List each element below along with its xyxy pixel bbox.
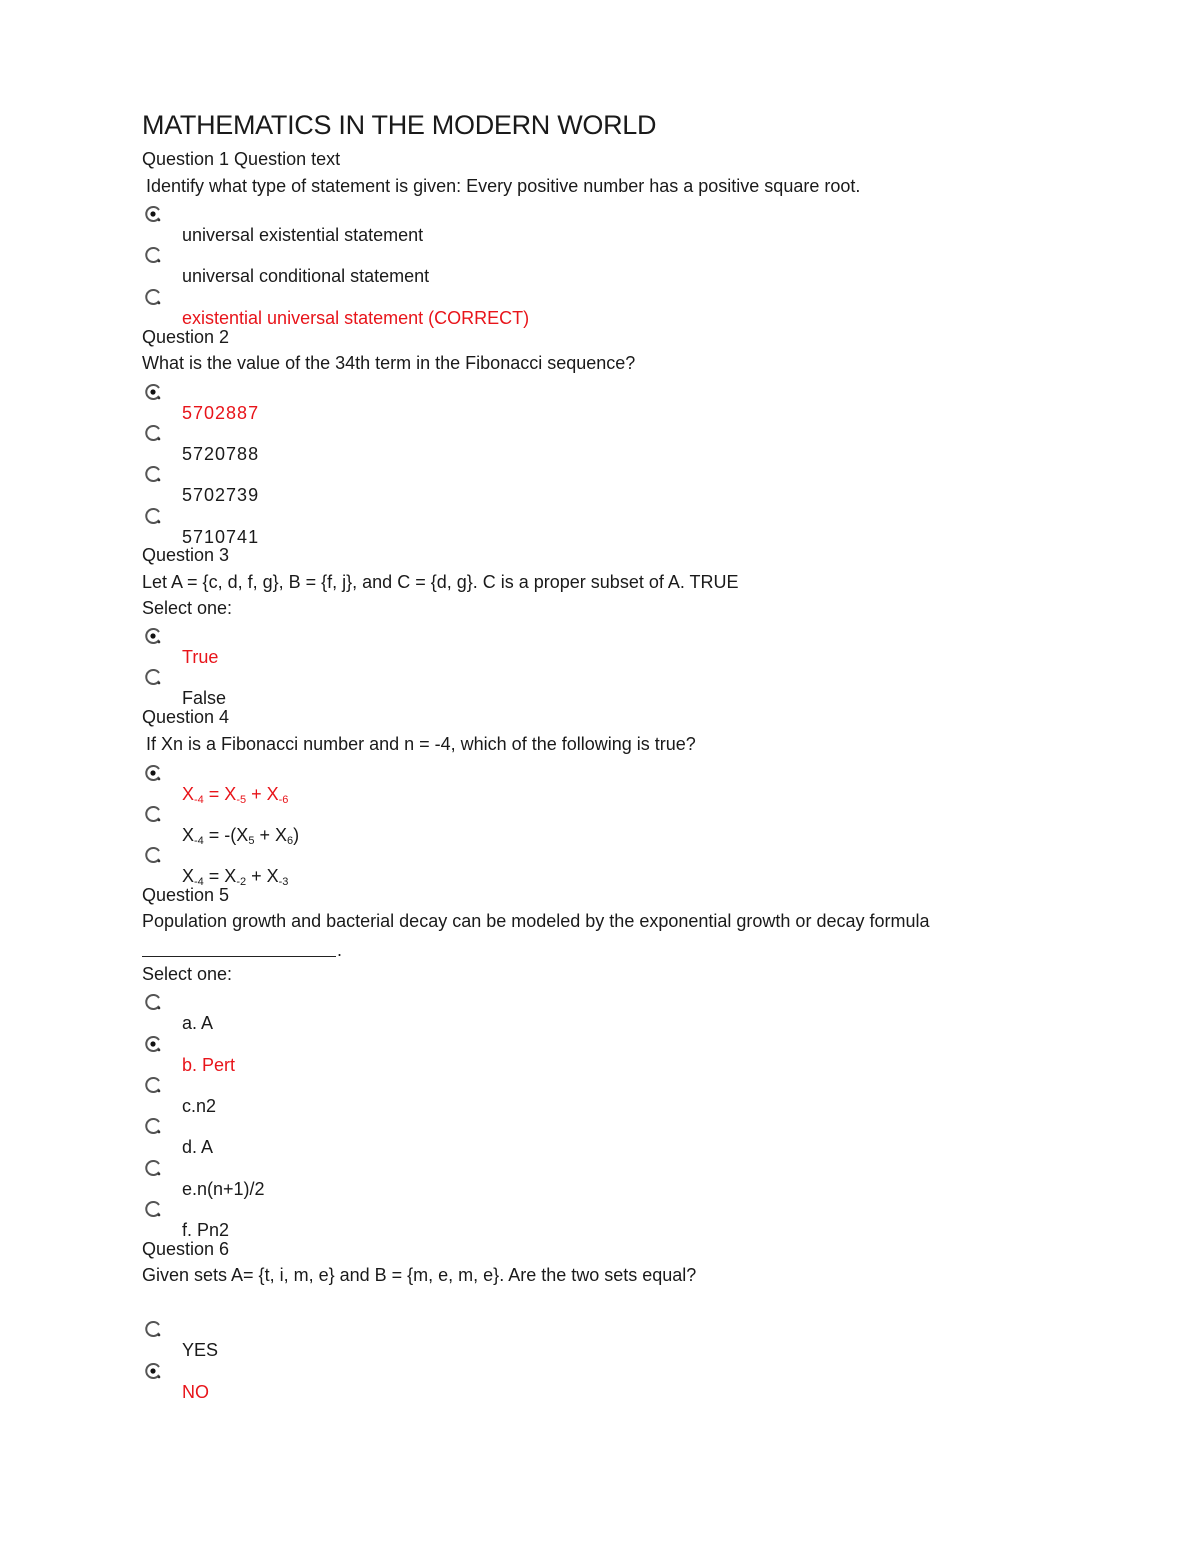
q2-option-1-label-correct: 5702887 [182, 403, 260, 423]
q1-option-3[interactable] [144, 288, 1044, 328]
question-4-heading: Question 4 [142, 707, 230, 727]
radio-unselected-icon[interactable] [144, 288, 162, 306]
q5-option-b[interactable] [144, 1035, 1044, 1075]
question-3-heading: Question 3 [142, 545, 230, 565]
q5-option-d[interactable] [144, 1117, 1044, 1157]
q1-option-1-label: universal existential statement [182, 225, 424, 245]
q5-option-f[interactable] [144, 1200, 1044, 1240]
radio-selected-icon[interactable] [144, 627, 162, 645]
radio-unselected-icon[interactable] [144, 1200, 162, 1218]
q6-option-1[interactable] [144, 1320, 1044, 1360]
question-2-text: What is the value of the 34th term in the Fibonacci sequence? [142, 353, 636, 373]
radio-unselected-icon[interactable] [144, 1159, 162, 1177]
radio-unselected-icon[interactable] [144, 846, 162, 864]
q2-option-3-label: 5702739 [182, 485, 260, 505]
radio-unselected-icon[interactable] [144, 993, 162, 1011]
radio-unselected-icon[interactable] [144, 246, 162, 264]
question-2-heading: Question 2 [142, 327, 230, 347]
q2-option-2[interactable] [144, 424, 1044, 464]
radio-selected-icon[interactable] [144, 383, 162, 401]
radio-unselected-icon[interactable] [144, 1320, 162, 1338]
radio-unselected-icon[interactable] [144, 424, 162, 442]
radio-selected-icon[interactable] [144, 1035, 162, 1053]
q3-option-2-label: False [182, 688, 227, 708]
q5-option-e-label: e.n(n+1)/2 [182, 1179, 265, 1199]
question-1-text: Identify what type of statement is given: Every positive number has a positive square root. [146, 176, 861, 196]
question-3-prompt: Select one: [142, 598, 233, 618]
q4-option-2-label: $X_{-4} = -(X_5 + X_6)$ [182, 825, 300, 847]
radio-unselected-icon[interactable] [144, 1076, 162, 1094]
radio-unselected-icon[interactable] [144, 668, 162, 686]
question-5-text: Population growth and bacterial decay can be modeled by the exponential growth or decay formula [142, 911, 930, 931]
q4-option-3[interactable] [144, 846, 1044, 886]
q4-option-1[interactable] [144, 764, 1044, 804]
q3-option-1[interactable] [144, 627, 1044, 667]
q2-option-4-label: 5710741 [182, 527, 260, 547]
radio-unselected-icon[interactable] [144, 507, 162, 525]
radio-selected-icon[interactable] [144, 1362, 162, 1380]
q2-option-2-label: 5720788 [182, 444, 260, 464]
q5-option-f-label: f. Pn2 [182, 1220, 230, 1240]
radio-selected-icon[interactable] [144, 764, 162, 782]
q6-option-2[interactable] [144, 1362, 1044, 1402]
q4-option-1-label-correct: $X_{-4} = X_{-5} + X_{-6}$ [182, 784, 289, 806]
q1-option-2-label: universal conditional statement [182, 266, 430, 286]
q2-option-1[interactable] [144, 383, 1044, 423]
q6-option-2-label-correct: NO [182, 1382, 209, 1402]
q5-option-c-label: c.n2 [182, 1096, 217, 1116]
answer-blank-period: . [337, 940, 343, 960]
q2-option-4[interactable] [144, 507, 1044, 547]
question-5-heading: Question 5 [142, 885, 230, 905]
question-1-heading: Question 1 Question text [142, 149, 341, 169]
radio-selected-icon[interactable] [144, 205, 162, 223]
answer-blank-line [142, 956, 336, 957]
question-3-text: Let A = {c, d, f, g}, B = {f, j}, and C = {d, g}. C is a proper subset of A. TRUE [142, 572, 739, 592]
q6-option-1-label: YES [182, 1340, 219, 1360]
q5-option-e[interactable] [144, 1159, 1044, 1199]
question-6-heading: Question 6 [142, 1239, 230, 1259]
radio-unselected-icon[interactable] [144, 465, 162, 483]
q5-option-a[interactable] [144, 993, 1044, 1033]
radio-unselected-icon[interactable] [144, 1117, 162, 1135]
q5-option-b-label-correct: b. Pert [182, 1055, 236, 1075]
q5-option-a-label: a. A [182, 1013, 214, 1033]
q1-option-1[interactable] [144, 205, 1044, 245]
q2-option-3[interactable] [144, 465, 1044, 505]
q1-option-3-label-correct: existential universal statement (CORRECT) [182, 308, 530, 328]
question-5-prompt: Select one: [142, 964, 233, 984]
q1-option-2[interactable] [144, 246, 1044, 286]
page-title: MATHEMATICS IN THE MODERN WORLD [142, 110, 657, 140]
q3-option-1-label-correct: True [182, 647, 219, 667]
q5-option-d-label: d. A [182, 1137, 214, 1157]
radio-unselected-icon[interactable] [144, 805, 162, 823]
question-6-text: Given sets A= {t, i, m, e} and B = {m, e, m, e}. Are the two sets equal? [142, 1265, 697, 1285]
q5-option-c[interactable] [144, 1076, 1044, 1116]
q4-option-3-label: $X_{-4} = X_{-2} + X_{-3}$ [182, 866, 289, 888]
q4-option-2[interactable] [144, 805, 1044, 845]
q3-option-2[interactable] [144, 668, 1044, 708]
question-4-text: If Xn is a Fibonacci number and n = -4, which of the following is true? [146, 734, 696, 754]
